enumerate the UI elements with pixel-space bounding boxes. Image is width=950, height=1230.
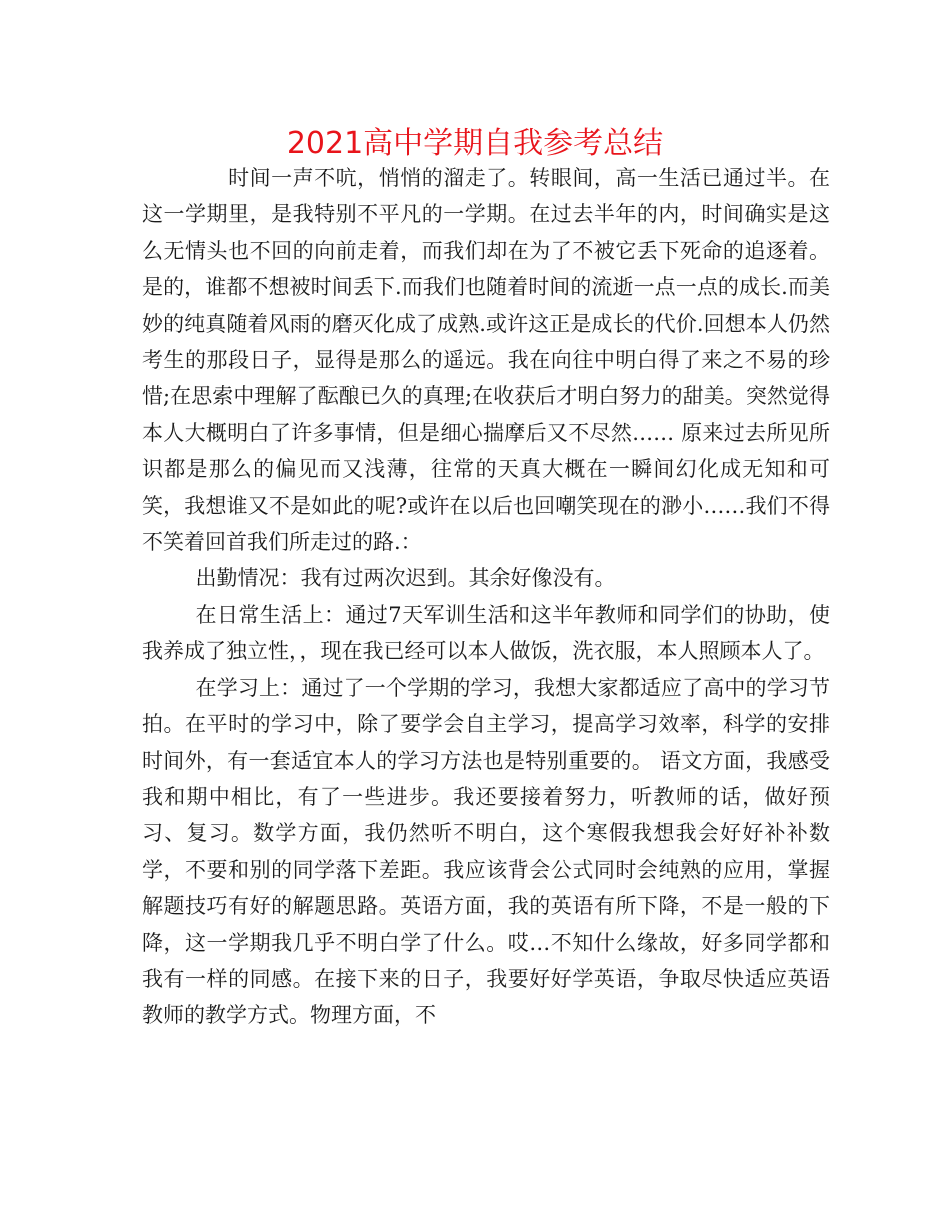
document-body [142,160,830,1034]
paragraph-intro: 时间一声不吭，悄悄的溜走了。转眼间，高一生活已通过半。在这一学期里，是我特别不平凡的一学期。在过去半年的内，时间确实是这么无情头也不回的向前走着，而我们却在为了不被它丢下死命的追逐着。是的，谁都不想被时间丢下.而我们也随着时间的流逝一点一点的成长.而美妙的纯真随着风雨的磨灭化成了成熟.或许这正是成长的代价.回想本人仍然考生的那段日子，显得是那么的遥远。我在向往中明白得了来之不易的珍惜;在思索中理解了酝酿已久的真理;在收获后才明白努力的甜美。突然觉得本人大概明白了许多事情，但是细心揣摩后又不尽然…… 原来过去所见所识都是那么的偏见而又浅薄，往常的天真大概在一瞬间幻化成无知和可笑，我想谁又不是如此的呢?或许在以后也回嘲笑现在的渺小……我们不得不笑着回首我们所走过的路.： [142,166,830,555]
paragraph-daily-life: 在日常生活上：通过7天军训生活和这半年教师和同学们的协助，使我养成了独立性，，现在我已经可以本人做饭，洗衣服，本人照顾本人了。 [142,602,830,664]
document-title: 2021高中学期自我参考总结 [286,126,664,161]
paragraph-attendance: 出勤情况：我有过两次迟到。其余好像没有。 [195,566,616,591]
paragraph-study: 在学习上：通过了一个学期的学习，我想大家都适应了高中的学习节拍。在平时的学习中，除了要学会自主学习，提高学习效率，科学的安排时间外，有一套适宜本人的学习方法也是特别重要的。 语文方面，我感受我和期中相比，有了一些进步。我还要接着努力，听教师的话，做好预习、复习。数学方面，我仍然听不明白，这个寒假我想我会好好补补数学，不要和别的同学落下差距。我应该背会公式同时会纯熟的应用，掌握解题技巧有好的解题思路。英语方面，我的英语有所下降，不是一般的下降，这一学期我几乎不明白学了什么。哎…不知什么缘故，好多同学都和我有一样的同感。在接下来的日子，我要好好学英语，争取尽快适应英语教师的教学方式。物理方面，不 [142,675,830,1028]
